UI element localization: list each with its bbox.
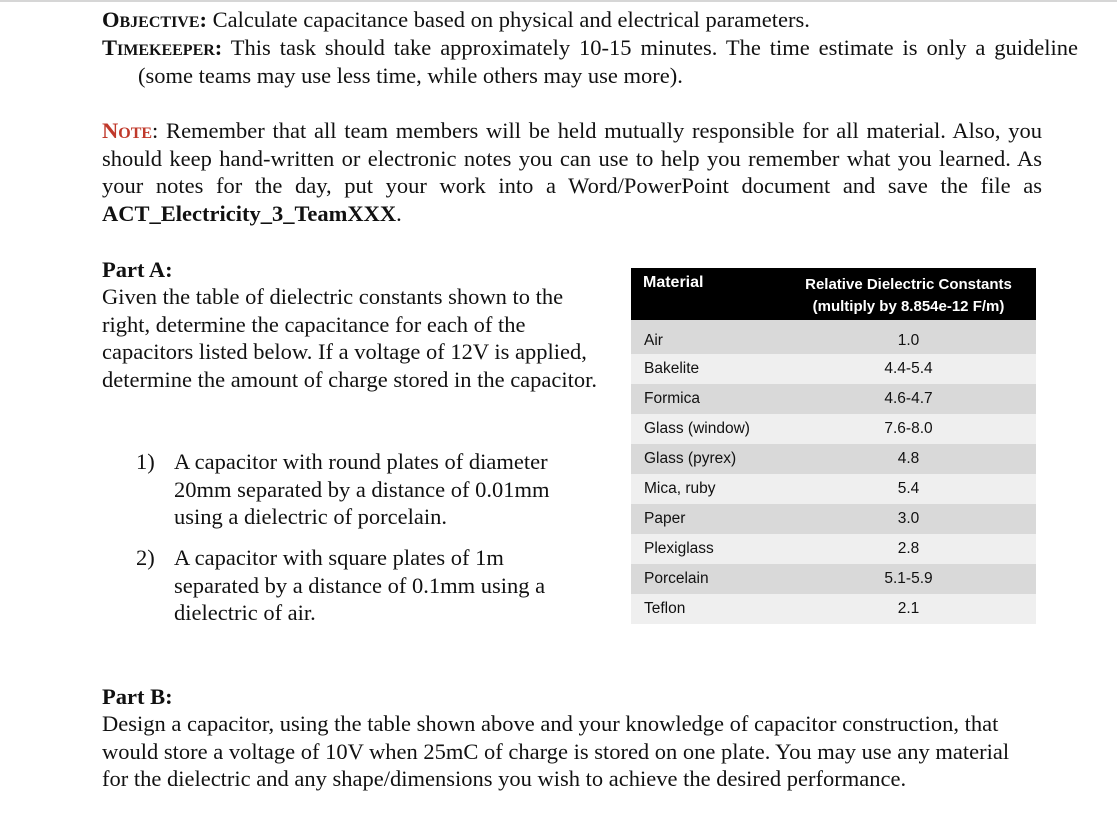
objective-text: Calculate capacitance based on physical and electrical parameters. <box>207 7 810 32</box>
objective-paragraph <box>102 6 1078 34</box>
dielectric-table <box>631 268 1036 624</box>
material-header: Material <box>643 274 704 291</box>
constant-cell: 1.0 <box>897 332 920 349</box>
constant-cell: 3.0 <box>897 510 920 527</box>
list-item-text: A capacitor with round plates of diameter 20mm separated by a distance of 0.01mm using a dielectric of porcelain. <box>174 449 550 529</box>
table-row <box>631 564 1036 594</box>
material-cell: Glass (pyrex) <box>644 450 737 467</box>
timekeeper-text: This task should take approximately 10-15 minutes. The time estimate is only a guideline (some teams may use less time, while others may use more). <box>138 35 1078 88</box>
constant-cell: 4.8 <box>897 450 920 467</box>
table-row <box>631 534 1036 564</box>
objective-label: Objective: <box>102 7 208 32</box>
part-a-heading: Part A: <box>102 257 173 282</box>
constant-cell: 4.4-5.4 <box>884 360 933 377</box>
top-rule <box>0 0 1117 2</box>
constant-cell: 2.8 <box>897 540 920 557</box>
note-label: Note <box>102 118 153 143</box>
material-cell: Air <box>644 332 663 349</box>
note-filename: ACT_Electricity_3_TeamXXX <box>102 200 397 226</box>
table-row <box>631 320 1036 354</box>
material-cell: Teflon <box>644 600 686 617</box>
material-cell: Mica, ruby <box>644 480 716 497</box>
table-row <box>631 594 1036 624</box>
part-a-text: Given the table of dielectric constants shown to the right, determine the capacitance for each of the capacitors listed below. If a voltage of 12V is applied, determine the amount of charge stored in the capacitor. <box>102 284 598 392</box>
material-cell: Glass (window) <box>644 420 750 437</box>
material-cell: Bakelite <box>644 360 700 377</box>
note-text: : Remember that all team members will be held mutually responsible for all material. Also, you should keep hand-written or electronic notes you can use to help you remember what you learned. As your notes for the day, put your work into a Word/PowerPoint document and save the file as <box>102 118 1042 198</box>
constant-cell: 5.4 <box>897 480 920 497</box>
constant-cell: 7.6-8.0 <box>884 420 933 437</box>
part-b-text: Design a capacitor, using the table shown above and your knowledge of capacitor construction, that would store a voltage of 10V when 25mC of charge is stored on one plate. You may use any material for the dielectric and any shape/dimensions you wish to achieve the desired performance. <box>102 711 1010 791</box>
note-end: . <box>396 200 402 226</box>
material-cell: Paper <box>644 510 686 527</box>
constant-header: Relative Dielectric Constants (multiply by 8.854e-12 F/m) <box>805 276 1012 315</box>
list-item <box>136 544 596 628</box>
list-item <box>136 448 596 532</box>
timekeeper-paragraph <box>102 34 1078 89</box>
list-item-number: 1) <box>136 449 155 474</box>
table-row <box>631 444 1036 474</box>
material-cell: Formica <box>644 390 700 407</box>
material-cell: Porcelain <box>644 570 709 587</box>
table-row <box>631 504 1036 534</box>
constant-cell: 4.6-4.7 <box>884 390 933 407</box>
constant-cell: 2.1 <box>897 600 920 617</box>
constant-cell: 5.1-5.9 <box>884 570 933 587</box>
table-row <box>631 474 1036 504</box>
list-item-text: A capacitor with square plates of 1m separated by a distance of 0.1mm using a dielectric of air. <box>174 545 546 625</box>
table-row <box>631 414 1036 444</box>
timekeeper-label: Timekeeper: <box>102 35 223 60</box>
part-b-heading: Part B: <box>102 684 173 709</box>
table-row <box>631 354 1036 384</box>
table-row <box>631 384 1036 414</box>
list-item-number: 2) <box>136 545 155 570</box>
material-cell: Plexiglass <box>644 540 714 557</box>
table-header <box>631 268 1036 320</box>
note-paragraph <box>102 117 1042 227</box>
